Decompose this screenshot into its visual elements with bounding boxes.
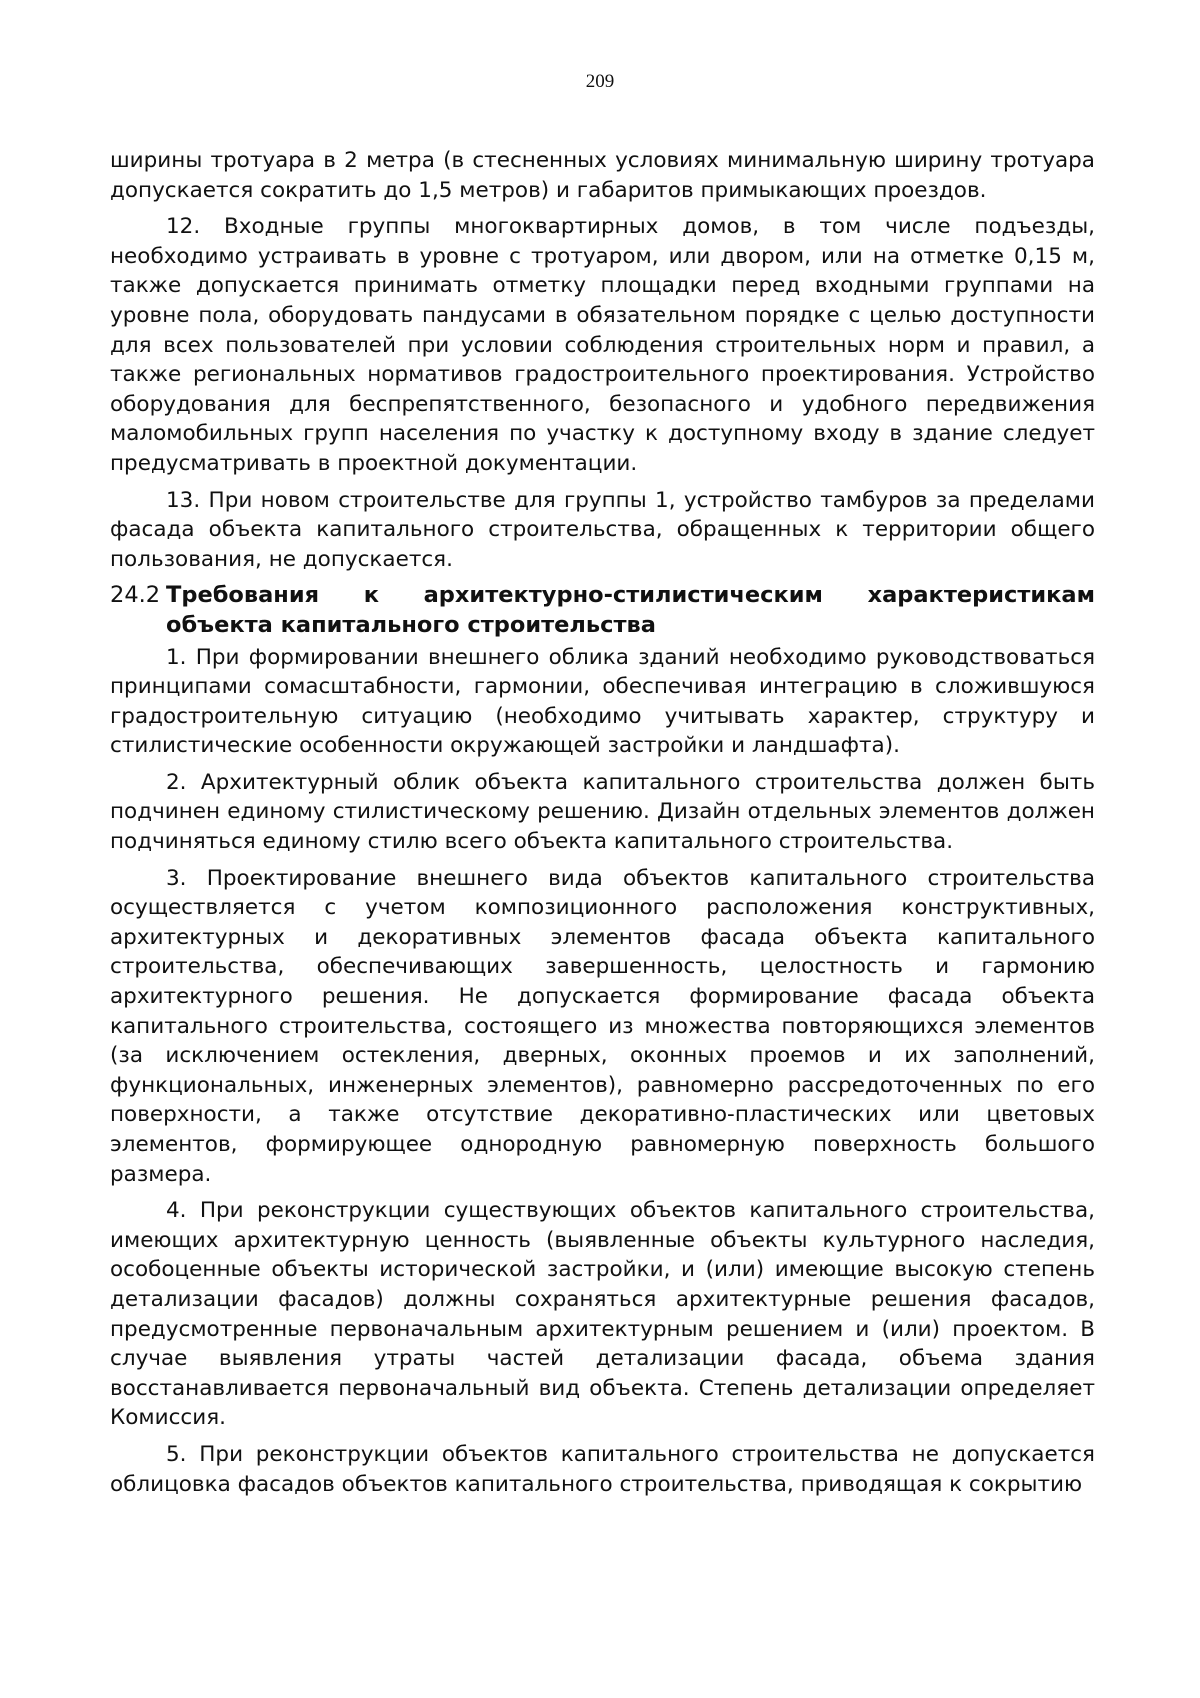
section-title: Требования к архитектурно-стилистическим характеристикам объекта капитального строительства (166, 582, 1095, 638)
paragraph-continuation: ширины тротуара в 2 метра (в стесненных условиях минимальную ширину тротуара допускается сократить до 1,5 метров) и габаритов примыкающих проездов. (110, 148, 1095, 203)
paragraph-item-3: 3. Проектирование внешнего вида объектов капитального строительства осуществляется с учетом композиционного расположения конструктивных, архитектурных и декоративных элементов фасада объекта капитального строительства, обеспечивающих завершенность, целостность и гармонию архитектурного решения. Не допускается формирование фасада объекта капитального строительства, состоящего из множества повторяющихся элементов (за исключением остекления, дверных, оконных проемов и их заполнений, функциональных, инженерных элементов), равномерно рассредоточенных по его поверхности, а также отсутствие декоративно-пластических или цветовых элементов, формирующее однородную равномерную поверхность большого размера. (110, 865, 1095, 1187)
paragraph-item-5: 5. При реконструкции объектов капитального строительства не допускается облицовка фасадов объектов капитального строительства, приводящая к сокрытию (110, 1441, 1095, 1497)
paragraph-item-4: 4. При реконструкции существующих объектов капитального строительства, имеющих архитектурную ценность (выявленные объекты культурного наследия, особоценные объекты исторической застройки, и (или) имеющие высокую степень детализации фасадов) должны сохраняться архитектурные решения фасадов, предусмотренные первоначальным архитектурным решением и (или) проектом. В случае выявления утраты частей детализации фасада, объема здания восстанавливается первоначальный вид объекта. Степень детализации определяет Комиссия. (110, 1198, 1095, 1431)
paragraph-item-12: 12. Входные группы многоквартирных домов, в том числе подъезды, необходимо устраивать в уровне с тротуаром, или двором, или на отметке 0,15 м, также допускается принимать отметку площадки перед входными группами на уровне пола, оборудовать пандусами в обязательном порядке с целью доступности для всех пользователей при условии соблюдения строительных норм и правил, а также региональных нормативов градостроительного проектирования. Устройство оборудования для беспрепятственного, безопасного и удобного передвижения маломобильных групп населения по участку к доступному входу в здание следует предусматривать в проектной документации. (110, 214, 1095, 476)
body-text (110, 146, 1095, 1506)
paragraph-item-13: 13. При новом строительстве для группы 1, устройство тамбуров за пределами фасада объекта капитального строительства, обращенных к территории общего пользования, не допускается. (110, 487, 1095, 572)
paragraph-item-2: 2. Архитектурный облик объекта капитального строительства должен быть подчинен единому стилистическому решению. Дизайн отдельных элементов должен подчиняться единому стилю всего объекта капитального строительства. (110, 769, 1095, 855)
section-number: 24.2 (110, 582, 161, 609)
paragraph-item-1: 1. При формировании внешнего облика зданий необходимо руководствоваться принципами сомасштабности, гармонии, обеспечивая интеграцию в сложившуюся градостроительную ситуацию (необходимо учитывать характер, структуру и стилистические особенности окружающей застройки и ландшафта). (110, 644, 1095, 759)
page-number: 209 (585, 71, 615, 92)
section-heading (110, 581, 1095, 640)
